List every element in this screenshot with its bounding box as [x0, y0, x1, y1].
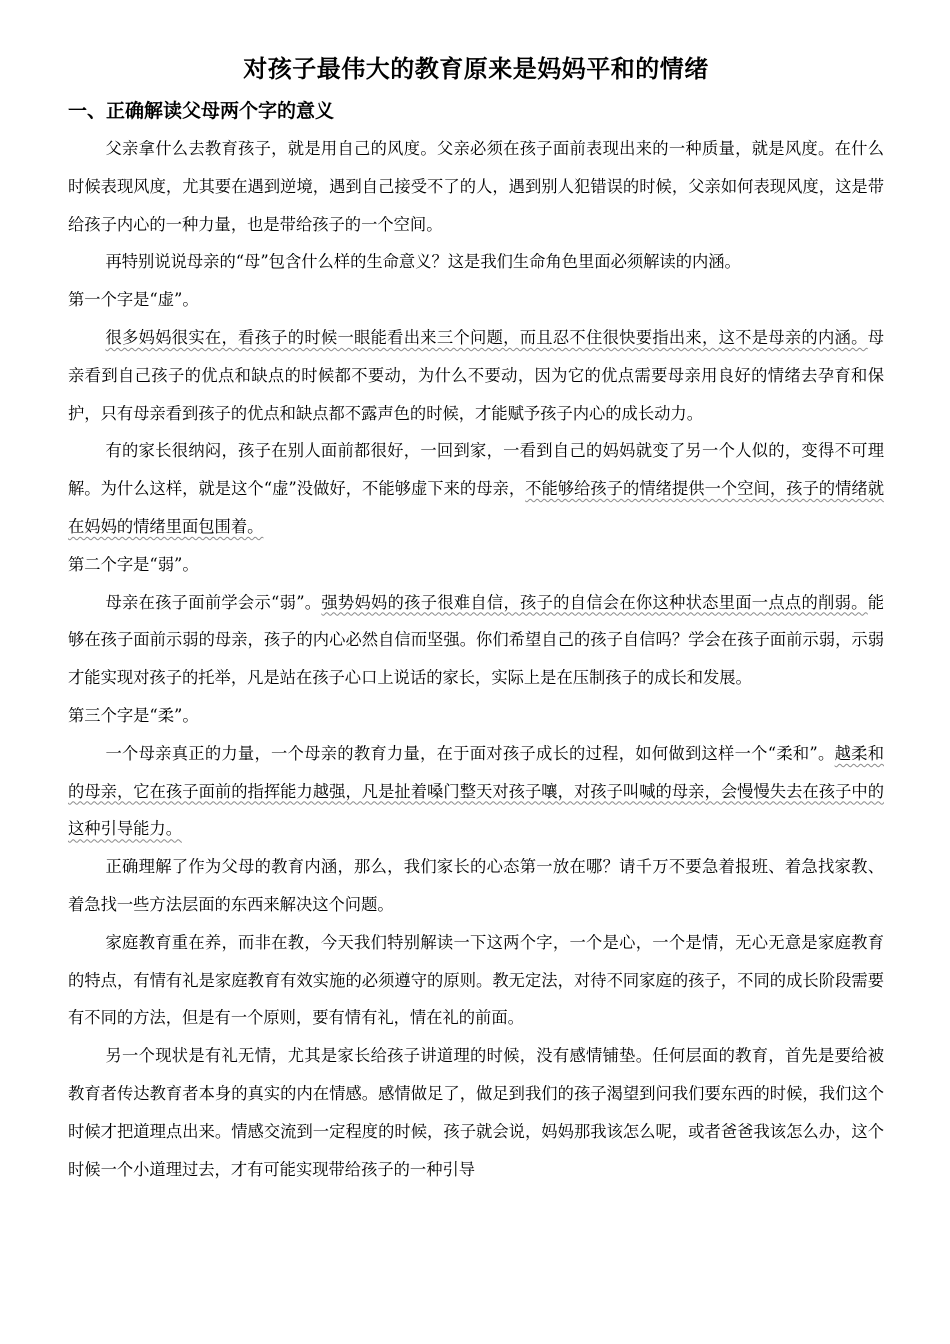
paragraph-heart-and-emotion: 家庭教育重在养，而非在教，今天我们特别解读一下这两个字，一个是心，一个是情，无心无意是家庭教育的特点，有情有礼是家庭教育有效实施的必须遵守的原则。教无定法，对待不同家庭的孩子，不同的成长阶段需要有不同的方法，但是有一个原则，要有情有礼，情在礼的前面。: [68, 932, 884, 1028]
paragraph-reason-without-emotion: 另一个现状是有礼无情，尤其是家长给孩子讲道理的时候，没有感情铺垫。任何层面的教育，首先是要给被教育者传达教育者本身的真实的内在情感。感情做足了，做足到我们的孩子渴望到问我们要东西的时候，我们这个时候才把道理点出来。情感交流到一定程度的时候，孩子就会说，妈妈那我该怎么呢，或者爸爸我该怎么办，这个时候一个小道理过去，才有可能实现带给孩子的一种引导: [68, 1046, 884, 1179]
paragraph-text-continued: 能够在孩子面前示弱的母亲，孩子的内心必然自信而坚强。你们希望自己的孩子自信吗？学会在孩子面前示弱，示弱才能实现对孩子的托举，凡是站在孩子心口上说话的家长，实际上是在压制孩子的成长和发展。: [68, 592, 884, 688]
paragraph-mother-meaning: 再特别说说母亲的“母”包含什么样的生命意义？这是我们生命角色里面必须解读的内涵。: [105, 252, 741, 272]
paragraph-gentleness: [68, 735, 884, 848]
subheading-first-word: 第一个字是“虚”。: [68, 290, 199, 310]
paragraph-modesty: [68, 319, 884, 432]
highlighted-text: 越柔和的母亲，它在孩子面前的指挥能力越强，凡是扯着嗓门整天对孩子嚷，对孩子叫喊的母亲，会慢慢失去在孩子中的这种引导能力。: [68, 743, 884, 839]
highlighted-text: 强势妈妈的孩子很难自信，孩子的自信会在你这种状态里面一点点的削弱。: [321, 592, 868, 612]
subheading-third-word: 第三个字是“柔”。: [68, 705, 199, 725]
paragraph-father-demeanor: 父亲拿什么去教育孩子，就是用自己的风度。父亲必须在孩子面前表现出来的一种质量，就是风度。在什么时候表现风度，尤其要在遇到逆境，遇到自己接受不了的人，遇到别人犯错误的时候，父亲如何表现风度，这是带给孩子内心的一种力量，也是带给孩子的一个空间。: [68, 139, 884, 234]
paragraph-weakness: [68, 584, 884, 697]
paragraph-parent-mindset: 正确理解了作为父母的教育内涵，那么，我们家长的心态第一放在哪？请千万不要急着报班、着急找家教、着急找一些方法层面的东西来解决这个问题。: [68, 857, 884, 914]
highlighted-text: 很多妈妈很实在，看孩子的时候一眼能看出来三个问题，而且忍不住很快要指出来，这不是母亲的内涵。: [105, 327, 868, 347]
subheading-second-word: 第二个字是“弱”。: [68, 554, 199, 574]
document-title: 对孩子最伟大的教育原来是妈妈平和的情绪: [243, 55, 709, 83]
paragraph-parent-puzzle: [68, 432, 884, 545]
document-page: [68, 52, 884, 1188]
paragraph-text: 一个母亲真正的力量，一个母亲的教育力量，在于面对孩子成长的过程，如何做到这样一个“柔和”。: [105, 743, 835, 763]
paragraph-text: 母亲在孩子面前学会示“弱”。: [105, 592, 322, 612]
paragraph-text: 有的家长很纳闷，孩子在别人面前都很好，一回到家，一看到自己的妈妈就变了另一个人似的，变得不可理解。为什么这样，就是这个“虚”没做好，不能够虚下来的母亲，: [68, 441, 884, 499]
paragraph-text: 母亲看到自己孩子的优点和缺点的时候都不要动，为什么不要动，因为它的优点需要母亲用良好的情绪去孕育和保护，只有母亲看到孩子的优点和缺点都不露声色的时候，才能赋予孩子内心的成长动力。: [68, 327, 884, 423]
section-heading: 一、正确解读父母两个字的意义: [68, 100, 335, 122]
highlighted-text: 不能够给孩子的情绪提供一个空间，孩子的情绪就在妈妈的情绪里面包围着。: [68, 479, 884, 536]
